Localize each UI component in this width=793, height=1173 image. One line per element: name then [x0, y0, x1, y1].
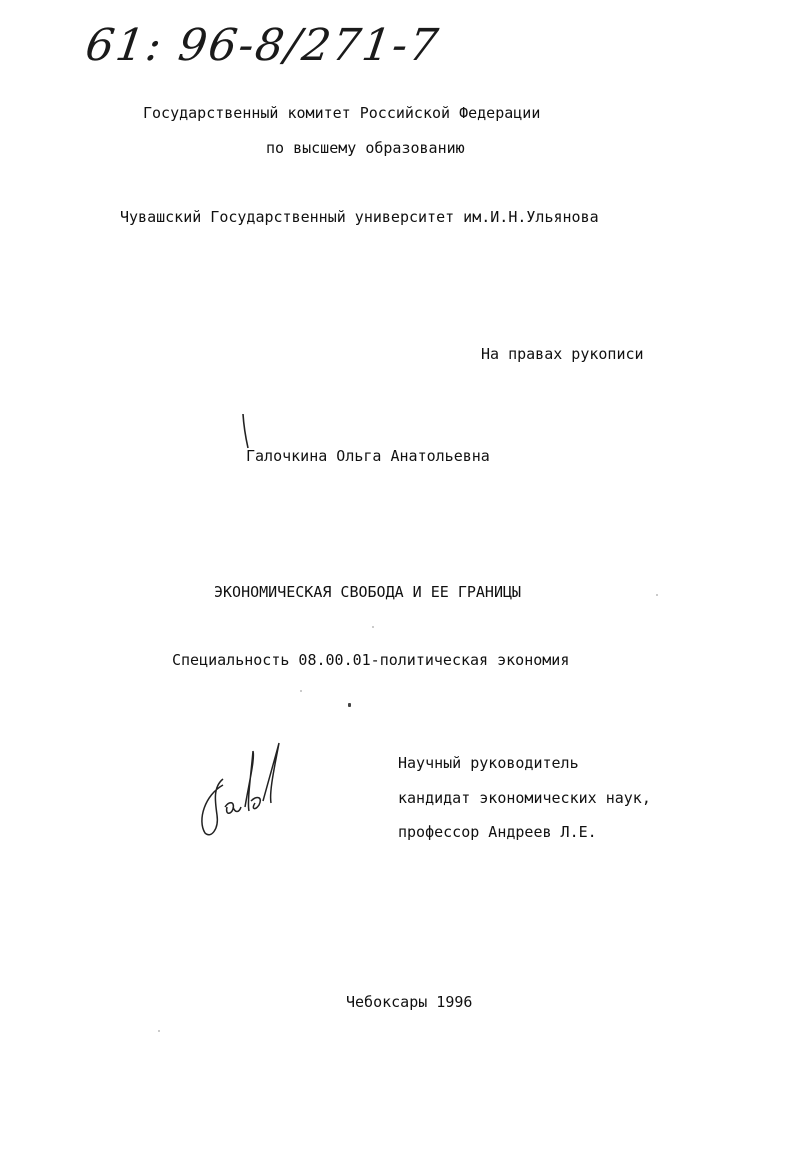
scan-speck — [656, 594, 658, 596]
supervisor-line-3: профессор Андреев Л.Е. — [398, 823, 597, 841]
signature — [193, 735, 303, 845]
scan-speck — [372, 626, 374, 628]
supervisor-line-1: Научный руководитель — [398, 754, 579, 772]
dissertation-title: ЭКОНОМИЧЕСКАЯ СВОБОДА И ЕЕ ГРАНИЦЫ — [214, 583, 522, 601]
pen-tick-mark — [240, 412, 252, 452]
manuscript-note: На правах рукописи — [481, 345, 644, 363]
author-name: Галочкина Ольга Анатольевна — [246, 447, 490, 465]
scan-speck — [348, 703, 351, 707]
scan-speck — [158, 1030, 160, 1032]
archive-number: 61: 96-8/271-7 — [82, 20, 443, 71]
specialty: Специальность 08.00.01-политическая экономия — [172, 651, 570, 669]
committee-line-2: по высшему образованию — [266, 139, 465, 157]
committee-line-1: Государственный комитет Российской Федерации — [143, 104, 541, 122]
scan-speck — [300, 690, 302, 692]
supervisor-line-2: кандидат экономических наук, — [398, 789, 651, 807]
university-name: Чувашский Государственный университет им.И.Н.Ульянова — [120, 208, 599, 226]
city-year: Чебоксары 1996 — [346, 993, 473, 1011]
